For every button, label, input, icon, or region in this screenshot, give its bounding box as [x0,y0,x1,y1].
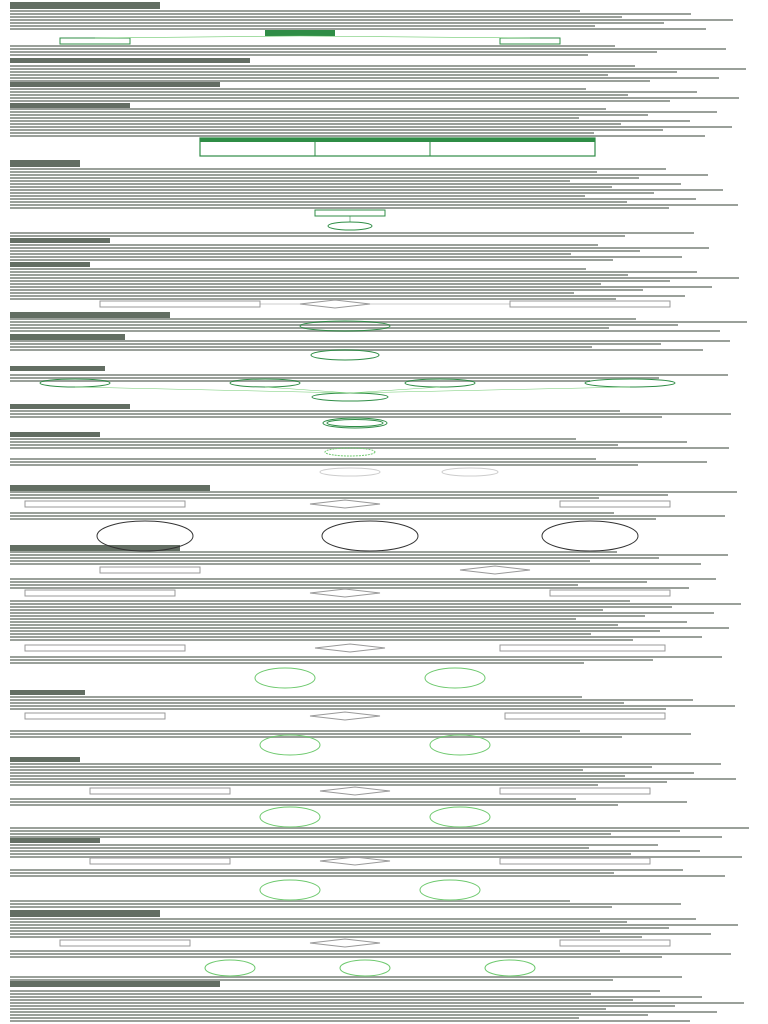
body-text-line [10,705,735,707]
body-text-line [10,497,599,499]
body-text-line [10,730,580,732]
body-text-line [10,1020,690,1022]
body-text-line [10,1017,579,1019]
relationship-diamond [310,712,380,720]
body-text-line [10,232,694,234]
body-text-line [10,343,661,345]
body-text-line [10,292,574,294]
body-text-line [10,798,576,800]
composite-attribute-ellipse [312,393,388,401]
body-text-line [10,491,737,493]
body-text-line [10,77,719,79]
body-text-line [10,656,722,658]
body-text-line [10,195,585,197]
section-heading [10,58,250,63]
body-text-line [10,318,636,320]
derived-attribute-ellipse [325,448,375,456]
body-text-line [10,830,680,832]
body-text-line [10,377,659,379]
body-text-line [10,993,591,995]
body-text-line [10,180,570,182]
body-text-line [10,441,687,443]
body-text-line [10,606,672,608]
body-text-line [10,1014,648,1016]
composite-attribute-ellipse [585,379,675,387]
body-text-line [10,875,725,877]
body-text-line [10,108,606,110]
entity-set-ellipse [420,880,480,900]
body-text-line [10,976,682,978]
body-text-line [10,557,659,559]
body-text-line [10,763,721,765]
body-text-line [10,979,613,981]
body-text-line [10,933,711,935]
entity-set-ellipse [542,521,638,551]
body-text-line [10,612,714,614]
body-text-line [10,662,584,664]
body-text-line [10,772,694,774]
body-text-line [10,201,627,203]
body-text-line [10,100,670,102]
body-text-line [10,836,722,838]
body-text-line [10,615,645,617]
body-text-line [10,600,630,602]
entity-box [500,645,665,651]
body-text-line [10,708,666,710]
body-text-line [10,198,696,200]
entity-set-ellipse [260,735,320,755]
body-text-line [10,189,723,191]
body-text-line [10,633,591,635]
body-text-line [10,696,582,698]
body-text-line [10,171,597,173]
entity-box [505,713,665,719]
body-text-line [10,247,709,249]
body-text-line [10,346,592,348]
relationship-diamond [310,939,380,947]
body-text-line [10,120,690,122]
body-text-line [10,804,618,806]
body-text-line [10,289,643,291]
body-text-line [10,19,733,21]
entity-box [90,788,230,794]
body-text-line [10,174,708,176]
body-text-line [10,45,615,47]
body-text-line [10,374,728,376]
body-text-line [10,283,601,285]
body-text-line [10,560,590,562]
section-heading [10,366,105,371]
body-text-line [10,438,576,440]
body-text-line [10,186,612,188]
body-text-line [10,578,716,580]
relationship-diamond [300,300,370,308]
entity-set-ellipse [260,880,320,900]
body-text-line [10,999,633,1001]
attribute-ellipse [320,468,380,476]
body-text-line [10,183,681,185]
entity-box [25,501,185,507]
body-text-line [10,554,728,556]
body-text-line [10,295,685,297]
body-text-line [10,844,658,846]
body-text-line [10,827,749,829]
entity-box [500,858,650,864]
body-text-line [10,286,712,288]
entity-box [100,567,200,573]
entity-set-ellipse [430,735,490,755]
section-heading [10,2,160,9]
body-text-line [10,250,640,252]
body-text-line [10,627,729,629]
body-text-line [10,921,627,923]
body-text-line [10,1005,675,1007]
body-text-line [10,132,594,134]
body-text-line [10,129,663,131]
body-text-line [10,551,617,553]
entity-set-ellipse [328,222,372,230]
diagram-root-box [265,30,335,36]
body-text-line [10,135,705,137]
body-text-line [10,458,596,460]
body-text-line [10,515,725,517]
relationship-set-ellipse [340,960,390,976]
body-text-line [10,1011,717,1013]
body-text-line [10,872,614,874]
body-text-line [10,1002,744,1004]
body-text-line [10,924,738,926]
body-text-line [10,639,633,641]
section-heading [10,404,130,409]
body-text-line [10,584,578,586]
body-text-line [10,74,608,76]
body-text-line [10,630,660,632]
relationship-diamond [315,644,385,652]
body-text-line [10,853,631,855]
entity-box [560,501,670,507]
body-text-line [10,48,726,50]
body-text-line [10,111,717,113]
section-heading [10,262,90,267]
body-text-line [10,953,731,955]
body-text-line [10,168,666,170]
body-text-line [10,123,621,125]
entity-set-ellipse [260,807,320,827]
body-text-line [10,88,586,90]
body-text-line [10,563,701,565]
section-heading [10,838,100,843]
body-text-line [10,277,739,279]
body-text-line [10,621,687,623]
section-heading [10,432,100,437]
body-text-line [10,25,595,27]
body-text-line [10,13,691,15]
body-text-line [10,956,662,958]
body-text-line [10,869,683,871]
body-text-line [10,581,647,583]
body-text-line [10,117,579,119]
entity-box [25,645,185,651]
entity-box [25,713,165,719]
body-text-line [10,416,662,418]
body-text-line [10,464,638,466]
section-heading [10,690,85,695]
entity-box [315,210,385,216]
body-text-line [10,769,583,771]
body-text-line [10,68,746,70]
entity-box [550,590,670,596]
body-text-line [10,461,707,463]
body-text-line [10,22,664,24]
body-text-line [10,177,639,179]
body-text-line [10,65,635,67]
body-text-line [10,447,729,449]
body-text-line [10,702,624,704]
body-text-line [10,659,653,661]
body-text-line [10,850,700,852]
body-text-line [10,192,654,194]
section-heading [10,82,220,87]
section-heading [10,910,160,917]
body-text-line [10,927,669,929]
body-text-line [10,444,618,446]
body-text-line [10,298,616,300]
body-text-line [10,906,612,908]
entity-box [560,940,670,946]
relationship-diamond [320,857,390,865]
entity-box [90,858,230,864]
body-text-line [10,271,697,273]
relationship-diamond [310,500,380,508]
body-text-line [10,778,736,780]
body-text-line [10,235,625,237]
relationship-diamond [310,589,380,597]
body-text-line [10,801,687,803]
body-text-line [10,990,660,992]
body-text-line [10,51,657,53]
body-text-line [10,609,603,611]
attribute-ellipse [311,350,379,360]
body-text-line [10,603,741,605]
entity-set-ellipse [255,668,315,688]
body-text-line [10,736,622,738]
body-text-line [10,996,702,998]
body-text-line [10,80,650,82]
body-text-line [10,950,620,952]
body-text-line [10,903,681,905]
body-text-line [10,28,706,30]
body-text-line [10,268,586,270]
body-text-line [10,936,642,938]
body-text-line [10,833,611,835]
strong-entity-box [100,301,260,307]
body-text-line [10,733,691,735]
body-text-line [10,71,677,73]
body-text-line [10,16,622,18]
entity-set-ellipse [485,960,535,976]
entity-box [25,590,175,596]
body-text-line [10,244,598,246]
entity-set-ellipse [425,668,485,688]
section-heading [10,238,110,243]
body-text-line [10,1008,606,1010]
body-text-line [10,766,652,768]
body-text-line [10,847,589,849]
body-text-line [10,618,576,620]
body-text-line [10,204,738,206]
section-heading [10,980,220,987]
body-text-line [10,97,739,99]
body-text-line [10,280,670,282]
entity-box [60,940,190,946]
attribute-ellipse [442,468,498,476]
body-text-line [10,207,669,209]
entity-set-ellipse [205,960,255,976]
body-text-line [10,587,689,589]
body-text-line [10,636,702,638]
body-text-line [10,781,667,783]
body-text-line [10,784,598,786]
relationship-diamond [320,787,390,795]
body-text-line [10,624,618,626]
relationship-diamond [460,566,530,574]
body-text-line [10,259,613,261]
body-text-line [10,699,693,701]
body-text-line [10,413,731,415]
entity-set-ellipse [430,807,490,827]
body-text-line [10,324,678,326]
body-text-line [10,10,580,12]
body-text-line [10,918,696,920]
body-text-line [10,274,628,276]
entity-box [500,788,650,794]
body-text-line [10,340,730,342]
body-text-line [10,91,697,93]
body-text-line [10,930,600,932]
body-text-line [10,94,628,96]
body-text-line [10,114,648,116]
body-text-line [10,253,571,255]
body-text-line [10,410,620,412]
body-text-line [10,494,668,496]
body-text-line [10,518,656,520]
body-text-line [10,126,732,128]
body-text-line [10,256,682,258]
body-text-line [10,54,588,56]
relationship-set-ellipse [322,521,418,551]
weak-entity-box [510,301,670,307]
diagram-node [60,38,130,44]
body-text-line [10,775,625,777]
section-heading [10,160,80,167]
section-heading [10,757,80,762]
body-text-line [10,512,614,514]
diagram-node [500,38,560,44]
